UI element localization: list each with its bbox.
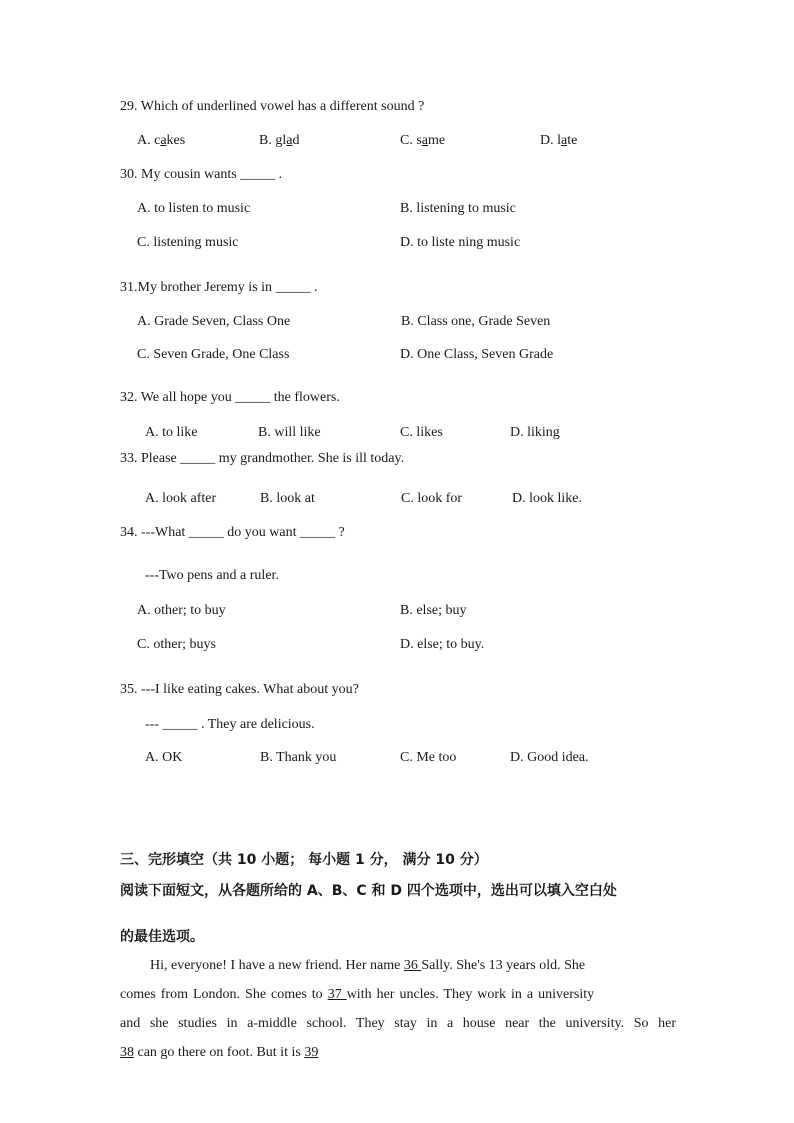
question-31-stem: 31.My brother Jeremy is in _____ . (120, 280, 318, 295)
q33-option-a: A. look after (145, 491, 217, 506)
blank-36[interactable]: 36 (403, 958, 422, 973)
passage-line-4: 38 can go there on foot. But it is 39 (120, 1045, 319, 1060)
q34-option-b: B. else; buy (400, 603, 467, 618)
question-35-stem: 35. ---I like eating cakes. What about you? (120, 682, 359, 697)
q34-option-a: A. other; to buy (137, 603, 226, 618)
q30-option-c: C. listening music (137, 235, 239, 250)
q31-option-b: B. Class one, Grade Seven (401, 314, 551, 329)
question-29-stem: 29. Which of underlined vowel has a different sound ? (120, 99, 425, 114)
q32-option-b: B. will like (258, 425, 321, 440)
q32-option-c: C. likes (400, 425, 443, 440)
q35-option-b: B. Thank you (260, 750, 337, 765)
section-3-instruction: 阅读下面短文，从各题所给的 A、B、C 和 D 四个选项中，选出可以填入空白处 (120, 883, 617, 899)
q29-option-b: B. glad (259, 133, 300, 148)
q31-option-c: C. Seven Grade, One Class (137, 347, 290, 362)
question-30-stem: 30. My cousin wants _____ . (120, 167, 283, 182)
q34-option-c: C. other; buys (137, 637, 216, 652)
q35-option-c: C. Me too (400, 750, 457, 765)
q32-option-d: D. liking (510, 425, 560, 440)
q31-option-d: D. One Class, Seven Grade (400, 347, 554, 362)
q33-option-d: D. look like. (512, 491, 582, 506)
question-34-stem: 34. ---What _____ do you want _____ ? (120, 525, 345, 540)
q33-option-c: C. look for (401, 491, 463, 506)
passage-line-3: and she studies in a-middle school. They stay in a house near the university. So her (120, 1016, 676, 1031)
q31-option-a: A. Grade Seven, Class One (137, 314, 291, 329)
passage-line-1: Hi, everyone! I have a new friend. Her name 36 Sally. She's 13 years old. She (150, 958, 586, 973)
q35-option-a: A. OK (145, 750, 183, 765)
q30-option-b: B. listening to music (400, 201, 516, 216)
question-32-stem: 32. We all hope you _____ the flowers. (120, 390, 340, 405)
q29-option-c: C. same (400, 133, 446, 148)
blank-38[interactable]: 38 (120, 1045, 134, 1060)
q29-option-d: D. late (540, 133, 578, 148)
passage-line-2: comes from London. She comes to 37 with her uncles. They work in a university (120, 987, 595, 1002)
section-3-instruction-cont: 的最佳选项。 (120, 929, 204, 945)
q32-option-a: A. to like (145, 425, 198, 440)
blank-37[interactable]: 37 (327, 987, 347, 1002)
q34-reply: ---Two pens and a ruler. (145, 568, 279, 583)
blank-39[interactable]: 39 (304, 1045, 319, 1060)
q33-option-b: B. look at (260, 491, 315, 506)
question-33-stem: 33. Please _____ my grandmother. She is ill today. (120, 451, 405, 466)
q29-option-a: A. cakes (137, 133, 186, 148)
q30-option-a: A. to listen to music (137, 201, 251, 216)
section-3-title: 三、完形填空（共 10 小题； 每小题 1 分， 满分 10 分） (120, 852, 488, 868)
q30-option-d: D. to liste ning music (400, 235, 521, 250)
q35-option-d: D. Good idea. (510, 750, 589, 765)
q35-reply: --- _____ . They are delicious. (145, 717, 315, 732)
q34-option-d: D. else; to buy. (400, 637, 485, 652)
